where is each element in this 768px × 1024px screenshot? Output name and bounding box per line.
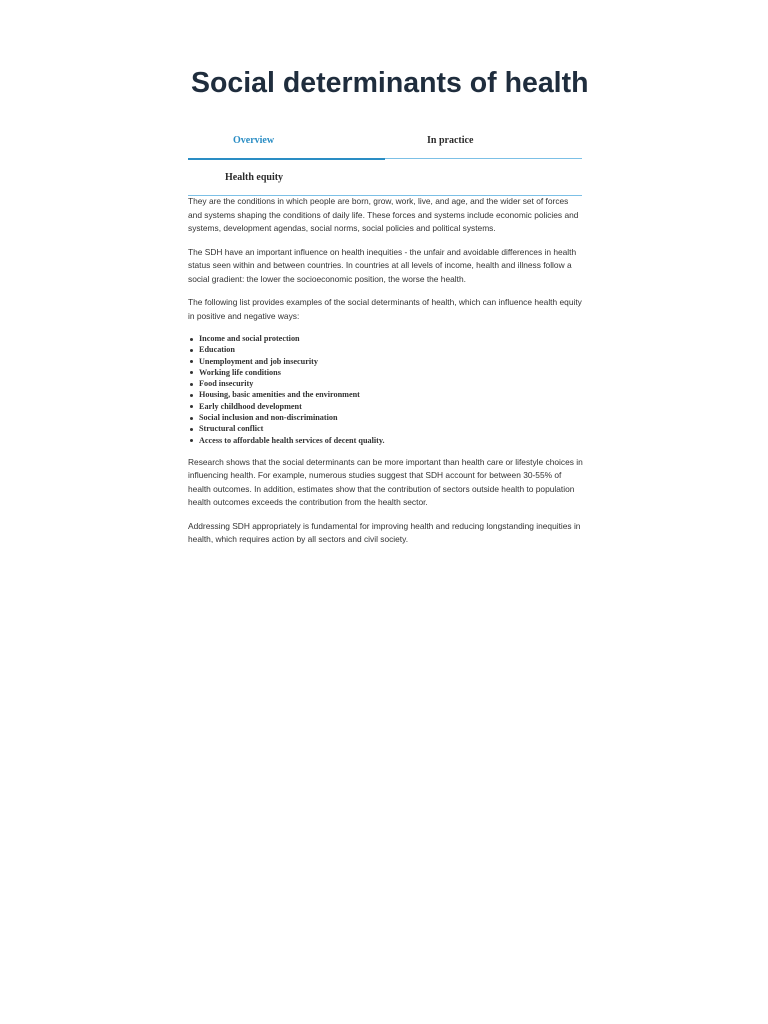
bullet-icon (190, 439, 193, 442)
list-item (188, 378, 584, 389)
list-item-label: Education (199, 345, 235, 355)
list-item-label: Working life conditions (199, 367, 281, 377)
list-item (188, 389, 584, 400)
article-body (188, 195, 584, 557)
page-title: Social determinants of health (191, 67, 589, 99)
list-item (188, 356, 584, 367)
addressing-paragraph: Addressing SDH appropriately is fundamental for improving health and reducing longstanding inequities in health, which requires action by all sectors and civil society. (188, 520, 581, 545)
bullet-icon (190, 394, 193, 397)
bullet-icon (190, 405, 193, 408)
list-item-label: Food insecurity (199, 379, 254, 389)
tab-overview[interactable]: Overview (233, 135, 275, 146)
bullet-icon (190, 349, 193, 352)
tab-in-practice[interactable]: In practice (427, 135, 474, 146)
list-intro-paragraph: The following list provides examples of the social determinants of health, which can influence health equity in positive and negative ways: (188, 297, 582, 321)
bullet-icon (190, 338, 193, 341)
tab-health-equity[interactable]: Health equity (225, 172, 284, 183)
bullet-icon (190, 371, 193, 374)
list-item-label: Access to affordable health services of decent quality. (199, 435, 385, 445)
list-item (188, 333, 584, 344)
bullet-icon (190, 383, 193, 386)
list-item-label: Unemployment and job insecurity (199, 356, 318, 366)
list-item-label: Housing, basic amenities and the environment (199, 390, 360, 400)
tab-bar (188, 128, 582, 198)
list-item (188, 423, 584, 434)
list-item (188, 367, 584, 378)
list-item-label: Social inclusion and non-discrimination (199, 413, 338, 423)
list-item-label: Early childhood development (199, 401, 302, 411)
list-item-label: Income and social protection (199, 334, 300, 343)
bullet-icon (190, 417, 193, 420)
list-item-label: Structural conflict (199, 424, 264, 434)
list-item (188, 412, 584, 423)
list-item (188, 435, 584, 446)
bullet-icon (190, 428, 193, 431)
inequities-paragraph: The SDH have an important influence on health inequities - the unfair and avoidable differences in health status seen within and between countries. In countries at all levels of income, health and illness follow a social gradient: the lower the socioeconomic position, the worse the health. (188, 246, 577, 284)
intro-paragraph: They are the conditions in which people are born, grow, work, live, and age, and the wider set of forces and systems shaping the conditions of daily life. These forces and systems include economic policies and systems, development agendas, social norms, social policies and political systems. (188, 196, 579, 233)
research-paragraph: Research shows that the social determinants can be more important than health care or lifestyle choices in influencing health. For example, numerous studies suggest that SDH account for between 30-55% of health outcomes. In addition, estimates show that the contribution of sectors outside health to population health outcomes exceeds the contribution from the health sector. (188, 456, 583, 508)
tab-active-indicator (188, 158, 385, 160)
list-item (188, 344, 584, 355)
bullet-icon (190, 360, 193, 363)
determinants-list (188, 333, 584, 446)
list-item (188, 401, 584, 412)
